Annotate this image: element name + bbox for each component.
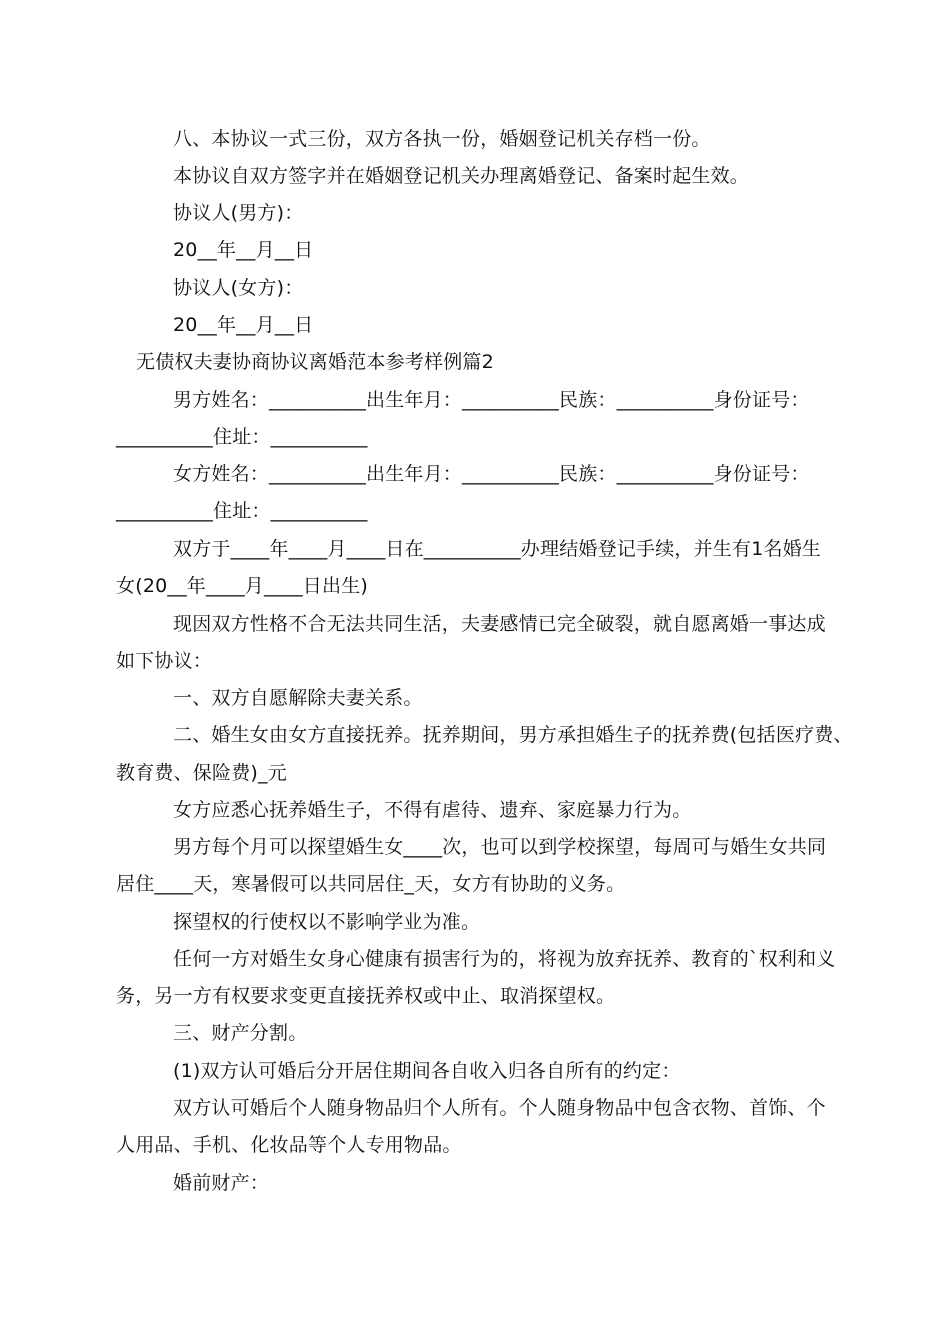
personal-items-line: 双方认可婚后个人随身物品归个人所有。个人随身物品中包含衣物、首饰、个 bbox=[173, 1097, 826, 1119]
effective-clause: 本协议自双方签字并在婚姻登记机关办理离婚登记、备案时起生效。 bbox=[173, 165, 750, 187]
date-line-male: 20__年__月__日 bbox=[173, 239, 314, 261]
clause-eight: 八、本协议一式三份，双方各执一份，婚姻登记机关存档一份。 bbox=[173, 128, 711, 150]
date-line-female: 20__年__月__日 bbox=[173, 314, 314, 336]
reason-paragraph-continuation: 如下协议： bbox=[116, 650, 213, 672]
clause-two-continuation: 教育费、保险费)_元 bbox=[116, 762, 287, 784]
male-info-line: 男方姓名：__________出生年月：__________民族：__________身份证号： bbox=[173, 389, 810, 411]
premarital-property-label: 婚前财产： bbox=[173, 1172, 270, 1194]
signatory-female: 协议人(女方)： bbox=[173, 277, 304, 299]
marriage-registration-line: 双方于____年____月____日在__________办理结婚登记手续，并生有1名婚生 bbox=[173, 538, 822, 560]
clause-one: 一、双方自愿解除夫妻关系。 bbox=[173, 687, 423, 709]
visitation-continuation: 居住____天，寒暑假可以共同居住_天，女方有协助的义务。 bbox=[116, 873, 626, 895]
female-duty-line: 女方应悉心抚养婚生子，不得有虐待、遗弃、家庭暴力行为。 bbox=[173, 799, 692, 821]
reason-paragraph: 现因双方性格不合无法共同生活，夫妻感情已完全破裂，就自愿离婚一事达成 bbox=[173, 613, 826, 635]
female-info-line: 女方姓名：__________出生年月：__________民族：__________身份证号： bbox=[173, 463, 810, 485]
male-info-continuation: __________住址：__________ bbox=[116, 426, 368, 448]
visitation-line: 男方每个月可以探望婚生女____次，也可以到学校探望，每周可与婚生女共同 bbox=[173, 836, 827, 858]
clause-two: 二、婚生女由女方直接抚养。抚养期间，男方承担婚生子的抚养费(包括医疗费、 bbox=[173, 724, 853, 746]
clause-three: 三、财产分割。 bbox=[173, 1022, 308, 1044]
harm-clause-line: 任何一方对婚生女身心健康有损害行为的，将视为放弃抚养、教育的`权利和义 bbox=[173, 948, 836, 970]
harm-clause-continuation: 务，另一方有权要求变更直接抚养权或中止、取消探望权。 bbox=[116, 985, 616, 1007]
personal-items-continuation: 人用品、手机、化妆品等个人专用物品。 bbox=[116, 1134, 462, 1156]
section-title: 无债权夫妻协商协议离婚范本参考样例篇2 bbox=[136, 351, 494, 373]
visitation-condition-line: 探望权的行使权以不影响学业为准。 bbox=[173, 911, 481, 933]
female-info-continuation: __________住址：__________ bbox=[116, 500, 368, 522]
signatory-male: 协议人(男方)： bbox=[173, 202, 304, 224]
marriage-registration-continuation: 女(20__年____月____日出生) bbox=[116, 575, 369, 597]
property-item-one: (1)双方认可婚后分开居住期间各自收入归各自所有的约定： bbox=[173, 1060, 681, 1082]
